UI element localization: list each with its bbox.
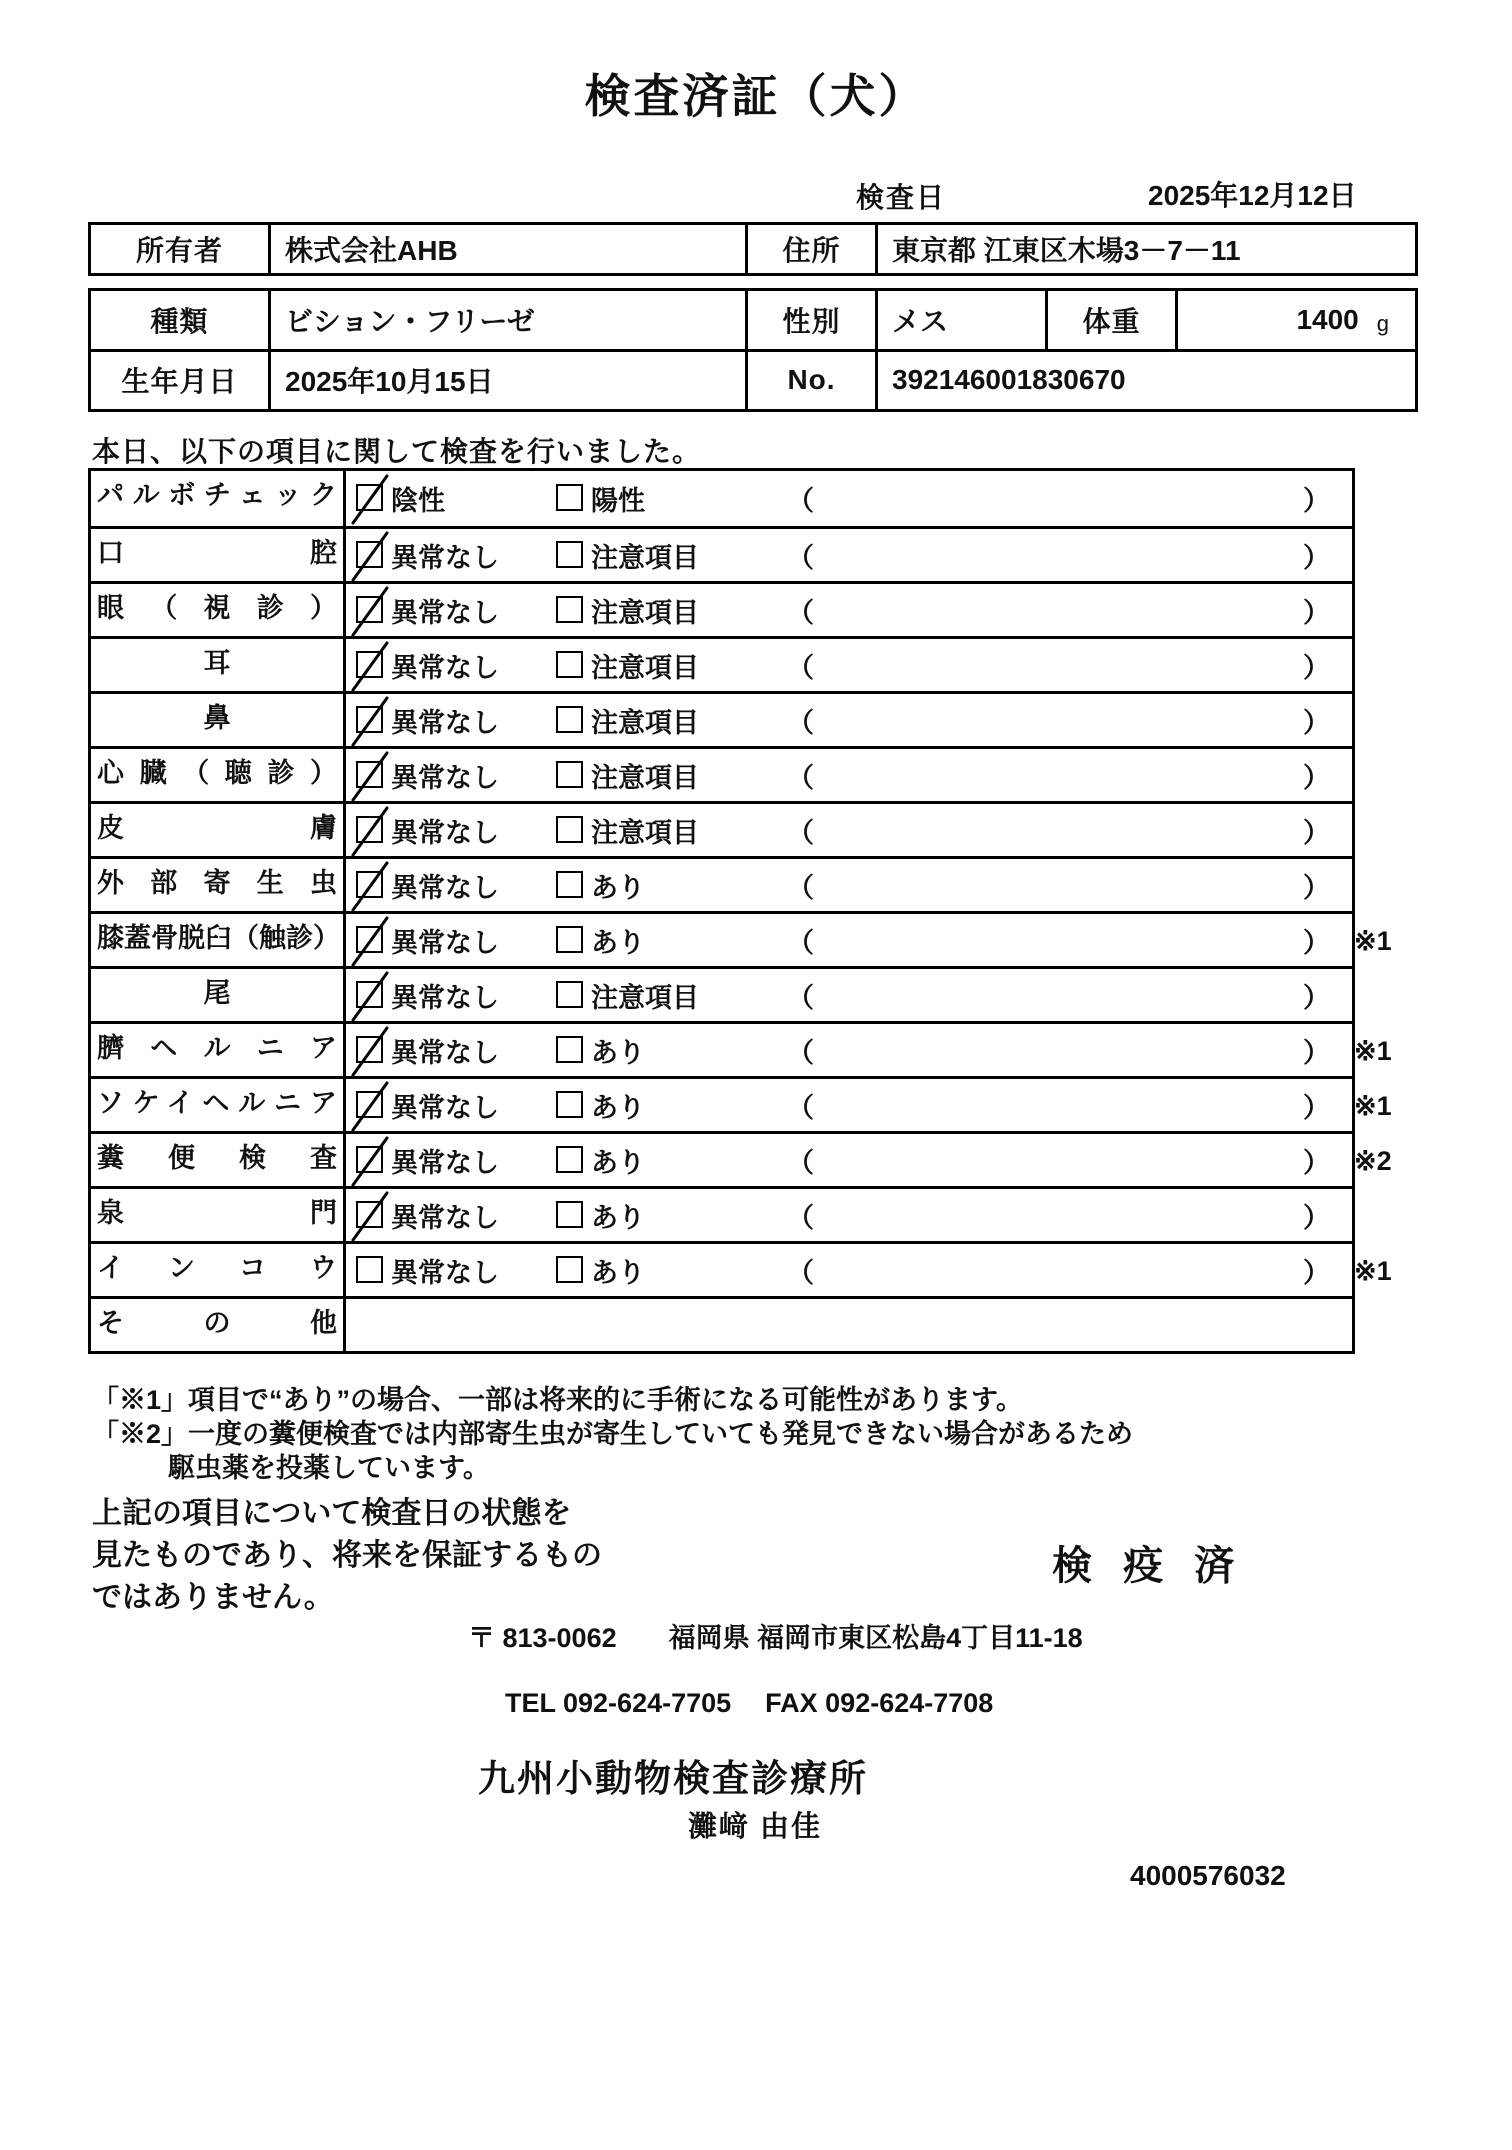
checklist-table (88, 468, 1392, 1354)
weight-unit: g (1376, 310, 1389, 336)
disclaimer-line-1: 上記の項目について検査日の状態を (92, 1497, 572, 1530)
checklist-item-label: 膝蓋骨脱臼（触診） (91, 914, 346, 966)
sex-value: メス (875, 291, 1045, 349)
inspection-date-label: 検査日 (856, 182, 947, 213)
checklist-item-label: 眼（視診） (91, 584, 346, 636)
option1-label: 異常なし (391, 1037, 499, 1068)
pet-table-row-1 (91, 291, 1415, 349)
checklist-row-content (346, 969, 1352, 1021)
checklist-row-content (346, 749, 1352, 801)
option1-label: 異常なし (391, 1202, 499, 1233)
option1-label: 異常なし (391, 982, 499, 1013)
checklist-row (91, 911, 1392, 966)
disclaimer-line-3: ではありません。 (92, 1581, 334, 1614)
paren-open: （ (787, 707, 814, 738)
note-mark: ※1 (1354, 926, 1392, 956)
checklist-row-content (346, 1189, 1352, 1241)
page-title: 検査済証（犬） (584, 70, 928, 122)
paren-open: （ (787, 1147, 814, 1178)
option1-label: 異常なし (391, 1092, 499, 1123)
option1-label: 異常なし (391, 542, 499, 573)
checklist-row (91, 691, 1352, 746)
paren-close: ） (1303, 1092, 1330, 1123)
checklist-row (91, 966, 1352, 1021)
option1-label: 陰性 (391, 486, 445, 516)
checkbox-option2 (556, 981, 583, 1008)
checklist-item-label: 臍ヘルニア (91, 1024, 346, 1076)
intro-text: 本日、以下の項目に関して検査を行いました。 (92, 436, 702, 467)
option2-label: あり (591, 872, 645, 903)
checklist-item-label: インコウ (91, 1244, 346, 1296)
checklist-item-label: 鼻 (91, 694, 346, 746)
paren-open: （ (787, 597, 814, 628)
paren-open: （ (787, 982, 814, 1013)
paren-open: （ (787, 927, 814, 958)
paren-close: ） (1303, 817, 1330, 848)
checkbox-option2 (556, 816, 583, 843)
checklist-row (91, 1241, 1392, 1296)
option2-label: あり (591, 1202, 645, 1233)
checklist-row-content (346, 529, 1352, 581)
checkbox-option2 (556, 1146, 583, 1173)
option1-label: 異常なし (391, 652, 499, 683)
checklist-row (91, 1076, 1392, 1131)
checklist-row (91, 1186, 1352, 1241)
checkbox-option2 (556, 541, 583, 568)
checkbox-option1 (356, 926, 383, 953)
checkbox-option2 (556, 1201, 583, 1228)
spacer (731, 1688, 765, 1719)
paren-close: ） (1303, 927, 1330, 958)
checkbox-option1 (356, 1146, 383, 1173)
option1-label: 異常なし (391, 1257, 499, 1288)
inspection-date-value: 2025年12月12日 (1148, 180, 1357, 211)
clinic-fax: FAX 092-624-7708 (765, 1688, 994, 1718)
note-mark: ※1 (1354, 1036, 1392, 1066)
clinic-postal-code: 〒 813-0062 (468, 1623, 617, 1653)
paren-close: ） (1303, 1037, 1330, 1068)
checkbox-option1 (356, 484, 383, 511)
checkbox-option1 (356, 541, 383, 568)
checklist-row-content (346, 1244, 1352, 1296)
address-value: 東京都 江東区木場3－7－11 (875, 225, 1415, 273)
pet-table-row-2 (91, 349, 1415, 410)
owner-table (88, 222, 1418, 276)
option1-label: 異常なし (391, 1147, 499, 1178)
checklist-row-content (346, 1024, 1352, 1076)
address-label: 住所 (745, 225, 875, 273)
checklist-row-content (346, 1134, 1352, 1186)
checklist-row (91, 636, 1352, 691)
checklist-row-content (346, 914, 1352, 966)
footnote-1: 「※1」項目で“あり”の場合、一部は将来的に手術になる可能性があります。 (92, 1385, 1023, 1415)
checklist-row (91, 526, 1352, 581)
paren-close: ） (1303, 486, 1330, 516)
checklist-row (91, 801, 1352, 856)
checklist-row-content (346, 584, 1352, 636)
footnote-2: 「※2」一度の糞便検査では内部寄生虫が寄生していても発見できない場合があるため (92, 1419, 1134, 1449)
spacer (617, 1616, 669, 1655)
checklist-row (91, 1131, 1392, 1186)
quarantine-stamp: 検 疫 済 (1052, 1544, 1245, 1588)
checklist-item-label: 糞便検査 (91, 1134, 346, 1186)
checkbox-option1 (356, 596, 383, 623)
paren-close: ） (1303, 597, 1330, 628)
checkbox-option2 (556, 1256, 583, 1283)
checklist-item-label: 口腔 (91, 529, 346, 581)
checkbox-option2 (556, 871, 583, 898)
note-mark: ※2 (1354, 1146, 1392, 1176)
option2-label: あり (591, 927, 645, 958)
checkbox-option2 (556, 596, 583, 623)
checklist-row-content (346, 694, 1352, 746)
paren-close: ） (1303, 762, 1330, 793)
weight-label: 体重 (1045, 291, 1175, 349)
note-mark: ※1 (1354, 1091, 1392, 1121)
checklist-item-label: 尾 (91, 969, 346, 1021)
checkbox-option1 (356, 1201, 383, 1228)
option2-label: あり (591, 1092, 645, 1123)
option2-label: 注意項目 (591, 762, 699, 793)
checklist-item-label: 皮膚 (91, 804, 346, 856)
breed-value: ビション・フリーゼ (268, 291, 745, 349)
paren-close: ） (1303, 982, 1330, 1013)
checkbox-option1 (356, 816, 383, 843)
checkbox-option1 (356, 871, 383, 898)
paren-open: （ (787, 652, 814, 683)
clinic-tel: TEL 092-624-7705 (505, 1688, 732, 1718)
weight-value: 1400 (1296, 303, 1359, 335)
option2-label: あり (591, 1257, 645, 1288)
checklist-item-label: 耳 (91, 639, 346, 691)
option1-label: 異常なし (391, 707, 499, 738)
paren-close: ） (1303, 542, 1330, 573)
paren-close: ） (1303, 1147, 1330, 1178)
option1-label: 異常なし (391, 597, 499, 628)
checklist-row (91, 581, 1352, 636)
weight-value-cell (1175, 291, 1415, 349)
checkbox-option2 (556, 761, 583, 788)
sex-label: 性別 (745, 291, 875, 349)
checklist-item-label: 心臓（聴診） (91, 749, 346, 801)
paren-close: ） (1303, 1257, 1330, 1288)
checkbox-option1 (356, 1256, 383, 1283)
checklist-row (91, 1296, 1352, 1351)
option2-label: 注意項目 (591, 982, 699, 1013)
paren-close: ） (1303, 872, 1330, 903)
checkbox-option1 (356, 981, 383, 1008)
birth-value: 2025年10月15日 (268, 352, 745, 410)
checklist-row (91, 1021, 1392, 1076)
checkbox-option2 (556, 926, 583, 953)
footnote-2-continued: 駆虫薬を投薬しています。 (168, 1453, 490, 1483)
option1-label: 異常なし (391, 872, 499, 903)
checklist-item-label: 外部寄生虫 (91, 859, 346, 911)
paren-open: （ (787, 486, 814, 516)
checklist-row (91, 471, 1352, 526)
serial-number: 4000576032 (1130, 1860, 1286, 1891)
paren-open: （ (787, 762, 814, 793)
checkbox-option2 (556, 484, 583, 511)
checkbox-option2 (556, 1036, 583, 1063)
paren-close: ） (1303, 707, 1330, 738)
paren-open: （ (787, 1257, 814, 1288)
no-label: No. (745, 352, 875, 410)
option2-label: あり (591, 1147, 645, 1178)
checkbox-option1 (356, 1036, 383, 1063)
paren-open: （ (787, 1092, 814, 1123)
checkbox-option1 (356, 761, 383, 788)
checklist-item-label: その他 (91, 1299, 346, 1351)
checklist-item-label: 泉門 (91, 1189, 346, 1241)
paren-close: ） (1303, 1202, 1330, 1233)
paren-open: （ (787, 1202, 814, 1233)
paren-open: （ (787, 817, 814, 848)
owner-label: 所有者 (135, 235, 223, 266)
no-value: 392146001830670 (875, 352, 1415, 410)
option2-label: 注意項目 (591, 707, 699, 738)
checklist-row-content (346, 804, 1352, 856)
checklist-row-content (346, 1299, 1352, 1351)
checkbox-option2 (556, 651, 583, 678)
paren-open: （ (787, 872, 814, 903)
checkbox-option1 (356, 651, 383, 678)
option1-label: 異常なし (391, 927, 499, 958)
clinic-name: 九州小動物検査診療所 (478, 1758, 868, 1799)
checklist-row-content (346, 639, 1352, 691)
clinic-tel-fax-line (505, 1688, 993, 1719)
birth-label: 生年月日 (121, 366, 238, 398)
clinic-postal-line (468, 1616, 1083, 1655)
paren-open: （ (787, 542, 814, 573)
option2-label: 注意項目 (591, 597, 699, 628)
checklist-item-label: パルボチェック (91, 471, 346, 526)
option1-label: 異常なし (391, 762, 499, 793)
checklist-row-content (346, 471, 1352, 526)
clinic-address: 福岡県 福岡市東区松島4丁目11-18 (668, 1623, 1083, 1653)
checklist-row-content (346, 1079, 1352, 1131)
checkbox-option2 (556, 706, 583, 733)
checkbox-option2 (556, 1091, 583, 1118)
vet-name: 灘﨑 由佳 (688, 1811, 823, 1843)
checklist-row (91, 856, 1352, 911)
checkbox-option1 (356, 706, 383, 733)
breed-label: 種類 (150, 305, 209, 337)
paren-open: （ (787, 1037, 814, 1068)
option2-label: 注意項目 (591, 817, 699, 848)
checklist-row (91, 746, 1352, 801)
pet-table (88, 288, 1418, 412)
checkbox-option1 (356, 1091, 383, 1118)
option2-label: 注意項目 (591, 652, 699, 683)
option1-label: 異常なし (391, 817, 499, 848)
option2-label: 陽性 (591, 486, 645, 516)
note-mark: ※1 (1354, 1256, 1392, 1286)
option2-label: 注意項目 (591, 542, 699, 573)
checklist-item-label: ソケイヘルニア (91, 1079, 346, 1131)
checklist-row-content (346, 859, 1352, 911)
disclaimer-line-2: 見たものであり、将来を保証するもの (92, 1539, 602, 1572)
option2-label: あり (591, 1037, 645, 1068)
owner-value: 株式会社AHB (268, 225, 745, 273)
paren-close: ） (1303, 652, 1330, 683)
